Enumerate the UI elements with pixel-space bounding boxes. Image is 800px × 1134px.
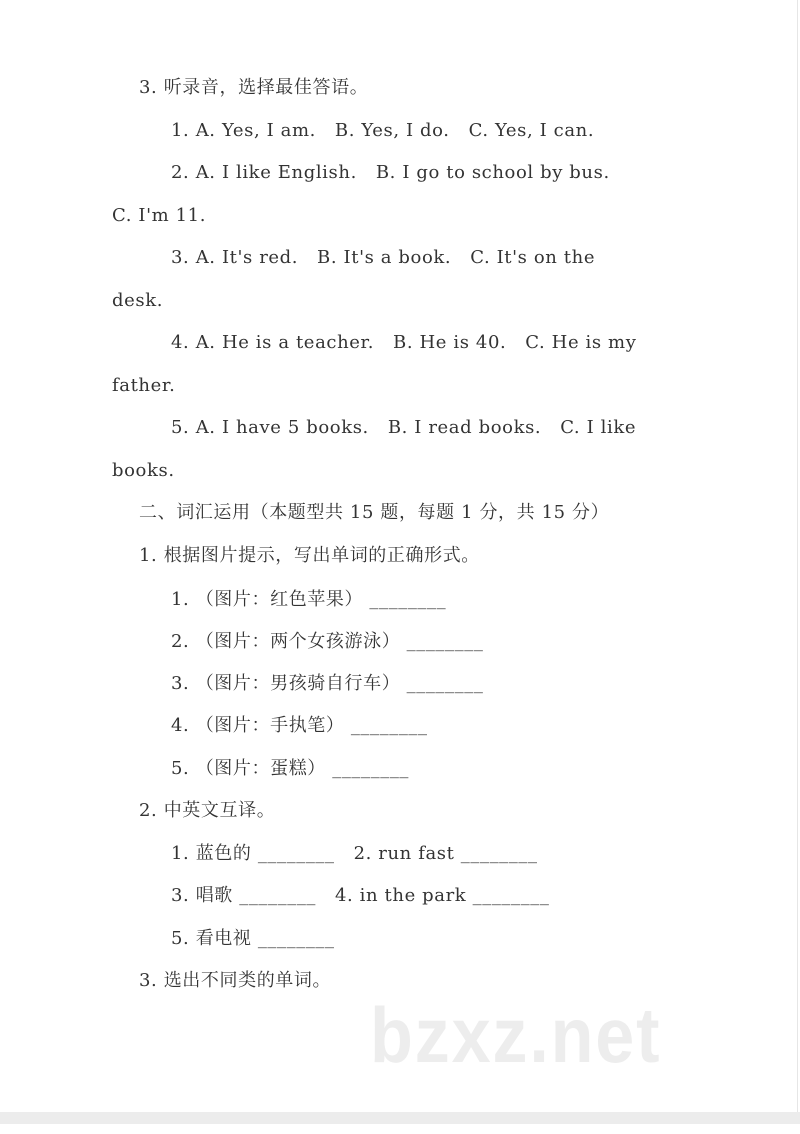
question-item: 1. （图片：红色苹果） ________ — [171, 589, 447, 610]
question-item: 4. A. He is a teacher. B. He is 40. C. He is my — [171, 332, 637, 353]
question-item: 4. （图片：手执笔） ________ — [171, 715, 428, 736]
section-heading: 二、词汇运用（本题型共 15 题，每题 1 分，共 15 分） — [139, 502, 610, 523]
question-item-continuation: C. I'm 11. — [112, 205, 207, 226]
question-item: 3. （图片：男孩骑自行车） ________ — [171, 673, 484, 694]
question-item: 5. 看电视 ________ — [171, 928, 335, 949]
question-heading: 3. 选出不同类的单词。 — [139, 970, 332, 991]
question-item-continuation: desk. — [112, 290, 164, 311]
question-item: 5. （图片：蛋糕） ________ — [171, 758, 410, 779]
question-item-continuation: father. — [112, 375, 176, 396]
question-heading: 3. 听录音，选择最佳答语。 — [139, 77, 369, 98]
question-heading: 2. 中英文互译。 — [139, 800, 276, 821]
question-item-continuation: books. — [112, 460, 175, 481]
question-heading: 1. 根据图片提示，写出单词的正确形式。 — [139, 545, 480, 566]
page-separator — [0, 1112, 800, 1124]
question-item: 1. A. Yes, I am. B. Yes, I do. C. Yes, I can. — [171, 120, 595, 141]
watermark: bzxz.net — [370, 991, 662, 1079]
question-item: 1. 蓝色的 ________ 2. run fast ________ — [171, 843, 538, 864]
question-item: 3. 唱歌 ________ 4. in the park ________ — [171, 885, 550, 906]
question-item: 2. A. I like English. B. I go to school by bus. — [171, 162, 610, 183]
question-item: 5. A. I have 5 books. B. I read books. C. I like — [171, 417, 637, 438]
question-item: 3. A. It's red. B. It's a book. C. It's on the — [171, 247, 596, 268]
question-item: 2. （图片：两个女孩游泳） ________ — [171, 631, 484, 652]
